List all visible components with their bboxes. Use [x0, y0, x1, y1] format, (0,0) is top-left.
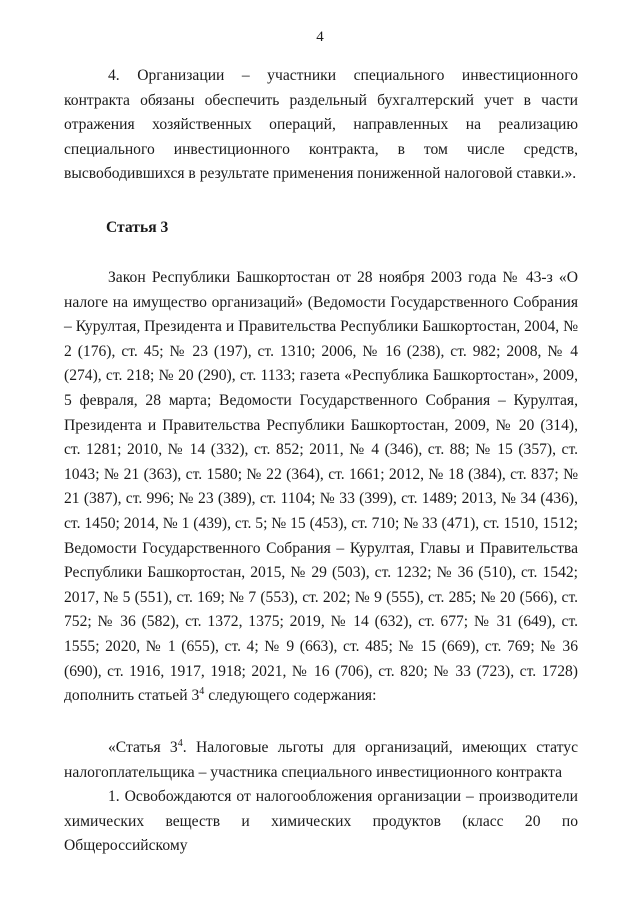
paragraph-4: 4. Организации – участники специального инвестиционного контракта обязаны обеспечить раздельный бухгалтерский учет в части отражения хозяйственных операций, направленных на реализацию специального инвестиционного контракта, в том числе средств, высвободившихся в результате применения пониженной налоговой ставки.».: [64, 67, 578, 183]
new-article-title-rest: . Налоговые льготы для организаций, имеющих статус налогоплательщика – участника специального инвестиционного контракта: [64, 739, 578, 781]
new-article-title-superscript: 4: [177, 738, 183, 749]
article-3-body: [64, 266, 578, 709]
page-number: 4: [316, 29, 324, 45]
article-3-heading: Статья 3: [106, 219, 169, 236]
new-article-title: [64, 736, 578, 785]
item-1: 1. Освобождаются от налогообложения организации – производители химических веществ и химических продуктов (класс 20 по Общероссийскому: [64, 788, 578, 855]
article-3-body-tail: следующего содержания:: [204, 687, 377, 705]
article-3-body-text: Закон Республики Башкортостан от 28 ноября 2003 года № 43-з «О налоге на имущество организаций» (Ведомости Государственного Собрания – Курултая, Президента и Правительства Республики Башкортостан, 2004, № 2 (176), ст. 45; № 23 (197), ст. 1310; 2006, № 16 (238), ст. 982; 2008, № 4 (274), ст. 218; № 20 (290), ст. 1133; газета «Республика Башкортостан», 2009, 5 февраля, 28 марта; Ведомости Государственного Собрания – Курултая, Президента и Правительства Республики Башкортостан, 2009, № 20 (314), ст. 1281; 2010, № 14 (332), ст. 852; 2011, № 4 (346), ст. 88; № 15 (357), ст. 1043; № 21 (363), ст. 1580; № 22 (364), ст. 1661; 2012, № 18 (384), ст. 837; № 21 (387), ст. 996; № 23 (389), ст. 1104; № 33 (399), ст. 1489; 2013, № 34 (436), ст. 1450; 2014, № 1 (439), ст. 5; № 15 (453), ст. 710; № 33 (471), ст. 1510, 1512; Ведомости Государственного Собрания – Курултая, Главы и Правительства Республики Башкортостан, 2015, № 29 (503), ст. 1232; № 36 (510), ст. 1542; 2017, № 5 (551), ст. 169; № 7 (553), ст. 202; № 9 (555), ст. 285; № 20 (566), ст. 752; № 36 (582), ст. 1372, 1375; 2019, № 14 (632), ст. 677; № 31 (649), ст. 1555; 2020, № 1 (655), ст. 4; № 9 (663), ст. 485; № 15 (669), ст. 769; № 36 (690), ст. 1916, 1917, 1918; 2021, № 16 (706), ст. 820; № 33 (723), ст. 1728) дополнить статьей 3: [64, 269, 578, 705]
new-article-title-lead: «Статья 3: [108, 739, 178, 756]
article-number-superscript: 4: [199, 686, 205, 698]
